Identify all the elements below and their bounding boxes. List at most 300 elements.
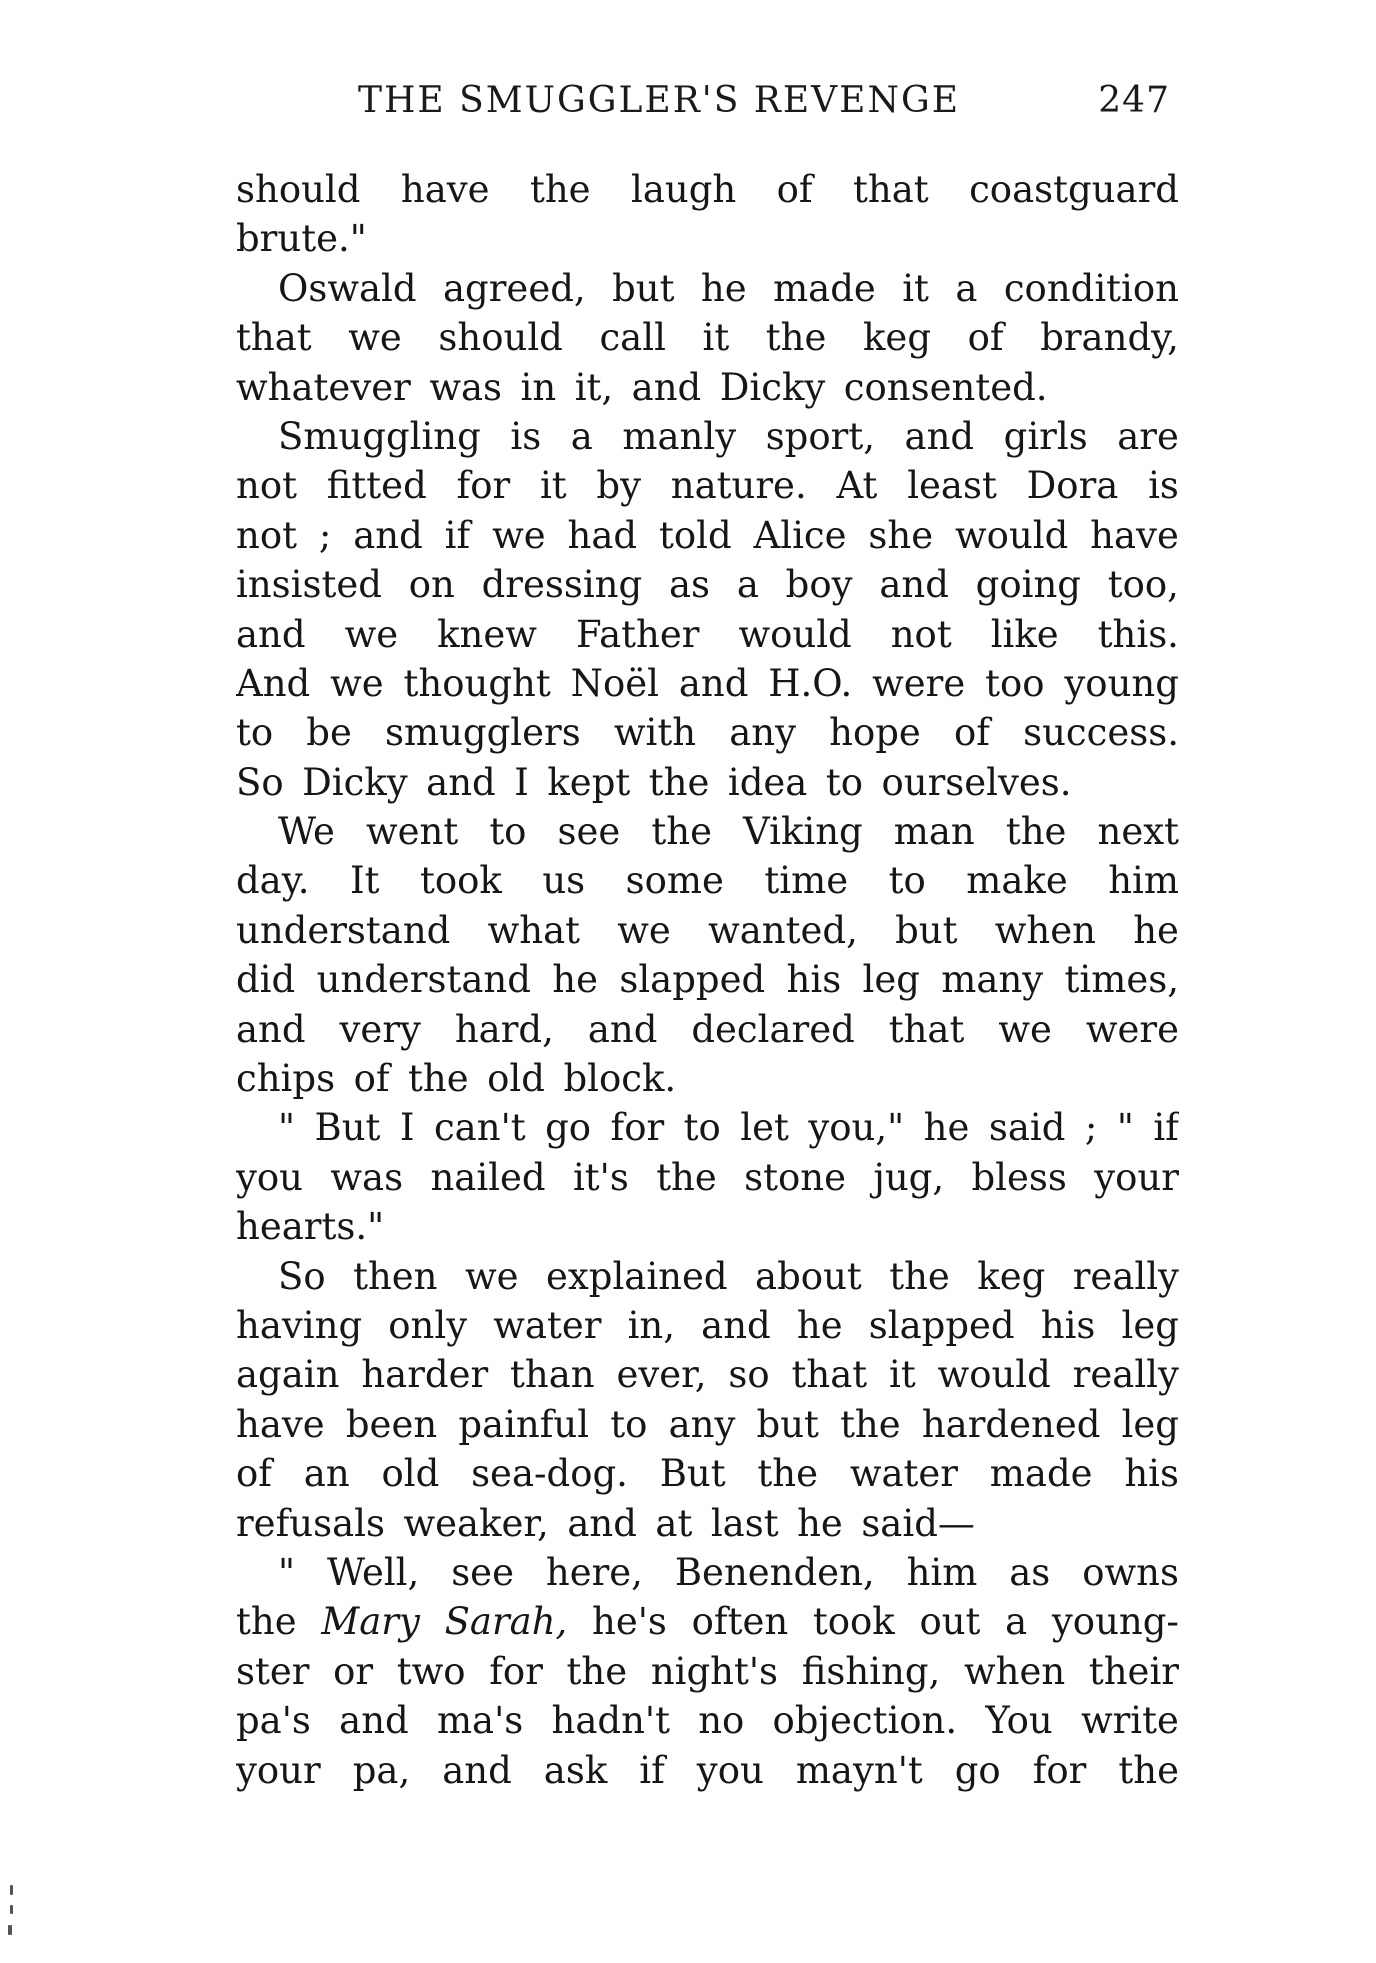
word: he <box>797 1501 843 1545</box>
word: some <box>625 859 724 903</box>
word: you <box>236 1155 304 1199</box>
word: It <box>350 859 380 903</box>
word: hardened <box>921 1402 1101 1446</box>
word: ; <box>318 513 332 557</box>
word: we <box>464 1254 519 1298</box>
word: he <box>796 1303 843 1347</box>
text-line <box>236 1350 1179 1399</box>
word: that <box>853 168 929 211</box>
word: with <box>613 711 697 755</box>
word: the <box>529 168 591 211</box>
word: to <box>489 810 527 854</box>
word: is <box>1148 464 1179 508</box>
word: were <box>872 661 966 705</box>
word: often <box>691 1600 789 1644</box>
text-line <box>236 1153 1179 1202</box>
paragraph <box>236 1103 1179 1251</box>
word: At <box>836 464 878 508</box>
word: we <box>998 1007 1052 1051</box>
word: So <box>278 1254 326 1298</box>
text-line <box>236 856 1179 905</box>
word: coastguard <box>969 168 1179 211</box>
word: time <box>764 859 849 903</box>
word: when <box>994 908 1096 952</box>
word: really <box>1072 1254 1179 1298</box>
word: would <box>738 612 852 656</box>
word: of <box>776 168 813 211</box>
word: said— <box>861 1501 975 1545</box>
word: an <box>303 1452 350 1496</box>
word: had <box>567 513 638 557</box>
word: And <box>236 661 311 705</box>
word: should <box>438 316 563 360</box>
text-line <box>236 1400 1179 1449</box>
word: have <box>1090 513 1179 557</box>
word: mayn't <box>795 1748 923 1792</box>
word: would <box>955 513 1069 557</box>
text-line <box>236 1597 1179 1646</box>
word: consented. <box>843 365 1048 409</box>
word: keg <box>977 1254 1046 1298</box>
word: next <box>1097 810 1179 854</box>
word: and <box>353 513 423 557</box>
paragraph <box>236 1548 1179 1795</box>
word: again <box>236 1353 340 1397</box>
text-line <box>236 807 1179 856</box>
text-line <box>236 1252 1179 1301</box>
word: hard, <box>454 1007 554 1051</box>
word: slapped <box>868 1303 1015 1347</box>
word: have <box>400 168 490 211</box>
word: success. <box>1023 711 1179 755</box>
text-line <box>236 165 1179 214</box>
word: and <box>567 1501 637 1545</box>
text-line <box>236 659 1179 708</box>
word: " <box>278 1550 296 1594</box>
text-line <box>236 1548 1179 1597</box>
word: we <box>617 908 671 952</box>
word: if <box>444 513 471 557</box>
word: at <box>655 1501 693 1545</box>
text-line <box>236 363 1179 412</box>
word: water <box>849 1452 958 1496</box>
word: he <box>1133 908 1179 952</box>
word: are <box>1117 414 1179 458</box>
word: " <box>278 1106 296 1150</box>
word: what <box>487 908 581 952</box>
text-line <box>236 1647 1179 1696</box>
word: hearts." <box>236 1205 385 1249</box>
text-line <box>236 1301 1179 1350</box>
word: Alice <box>753 513 847 557</box>
word: was <box>429 365 503 409</box>
word: she <box>868 513 934 557</box>
running-title: THE SMUGGLER'S REVENGE <box>358 79 960 121</box>
word: to <box>825 760 863 804</box>
word: block. <box>563 1057 677 1101</box>
word: any <box>668 1402 736 1446</box>
word: it <box>888 1353 916 1397</box>
word: Dora <box>1026 464 1119 508</box>
word: when <box>963 1649 1066 1693</box>
word: or <box>333 1649 374 1693</box>
word: harder <box>361 1353 489 1397</box>
word: water <box>493 1303 602 1347</box>
margin-speck <box>10 1885 13 1895</box>
word: the <box>408 1057 469 1101</box>
word: went <box>365 810 459 854</box>
word: a <box>1005 1600 1028 1644</box>
word: told <box>658 513 732 557</box>
word: fishing, <box>801 1649 941 1693</box>
word: of <box>236 1452 272 1496</box>
word: than <box>510 1353 595 1397</box>
word: you <box>696 1748 764 1792</box>
word: that <box>236 316 312 360</box>
word: You <box>985 1699 1053 1743</box>
word: boy <box>785 563 853 607</box>
text-line <box>236 708 1179 757</box>
word: old <box>381 1452 440 1496</box>
word: would <box>937 1353 1051 1397</box>
word: we <box>330 661 384 705</box>
word: not <box>236 464 297 508</box>
word: did <box>236 958 296 1002</box>
word: hadn't <box>551 1699 670 1743</box>
word: any <box>729 711 796 755</box>
word: Dicky <box>302 760 408 804</box>
word: made <box>989 1452 1093 1496</box>
word: to <box>888 859 926 903</box>
text-line <box>236 906 1179 955</box>
word: having <box>236 1303 363 1347</box>
word: ; <box>1084 1106 1098 1150</box>
word: understand <box>236 908 451 952</box>
text-line <box>236 1746 1179 1795</box>
word: and <box>701 1303 771 1347</box>
word: going <box>975 563 1081 607</box>
word: it's <box>572 1155 629 1199</box>
word: pa's <box>236 1699 311 1743</box>
word: last <box>710 1501 779 1545</box>
word: he <box>552 958 598 1002</box>
text-line <box>236 560 1179 609</box>
running-header <box>358 75 1170 125</box>
word: nailed <box>430 1155 546 1199</box>
word: took <box>812 1600 895 1644</box>
word: for <box>1032 1748 1087 1792</box>
text-line <box>236 955 1179 1004</box>
word: made <box>773 266 876 310</box>
word: and <box>236 1007 306 1051</box>
word: hope <box>829 711 921 755</box>
word: sport, <box>765 414 875 458</box>
word: leg <box>862 958 920 1002</box>
paragraph <box>236 264 1179 412</box>
word: condition <box>1003 266 1179 310</box>
word: see <box>557 810 621 854</box>
word: Mary <box>321 1600 420 1644</box>
word: Oswald <box>278 266 417 310</box>
word: and <box>426 760 496 804</box>
word: your <box>236 1748 321 1792</box>
word: refusals <box>236 1501 385 1545</box>
word: on <box>408 563 455 607</box>
word: weaker, <box>403 1501 549 1545</box>
word: Benenden, <box>674 1550 875 1594</box>
word: agreed, <box>443 266 586 310</box>
word: go <box>545 1106 592 1150</box>
word: the <box>656 1155 717 1199</box>
word: go <box>954 1748 1001 1792</box>
word: then <box>353 1254 438 1298</box>
word: the <box>651 810 712 854</box>
word: about <box>755 1254 862 1298</box>
word: man <box>893 810 975 854</box>
text-line <box>236 1054 1179 1103</box>
word: if <box>1153 1106 1179 1150</box>
word: of <box>353 1057 390 1101</box>
word: we <box>492 513 546 557</box>
word: but <box>756 1402 819 1446</box>
word: keg <box>863 316 932 360</box>
word: were <box>1085 1007 1179 1051</box>
word: and <box>904 414 975 458</box>
word: so <box>728 1353 770 1397</box>
margin-speck <box>10 1905 13 1914</box>
body-text <box>236 165 1179 1795</box>
word: I <box>399 1106 415 1150</box>
word: and <box>339 1699 409 1743</box>
word: see <box>451 1550 514 1594</box>
word: said <box>988 1106 1066 1150</box>
word: for <box>610 1106 665 1150</box>
word: old <box>487 1057 545 1101</box>
word: leg <box>1121 1402 1179 1446</box>
word: wanted, <box>708 908 858 952</box>
word: the <box>757 1452 819 1496</box>
word: of <box>967 316 1004 360</box>
word: we <box>344 612 399 656</box>
word: kept <box>547 760 631 804</box>
word: here, <box>545 1550 643 1594</box>
word: nature. <box>670 464 807 508</box>
word: the <box>889 1254 950 1298</box>
word: young- <box>1051 1600 1179 1644</box>
word: call <box>599 316 666 360</box>
word: ourselves. <box>881 760 1072 804</box>
word: but <box>895 908 958 952</box>
word: that <box>791 1353 868 1397</box>
word: objection. <box>772 1699 958 1743</box>
paragraph <box>236 412 1179 807</box>
word: and <box>442 1748 512 1792</box>
word: declared <box>691 1007 855 1051</box>
word: that <box>888 1007 965 1051</box>
text-line <box>236 214 1179 263</box>
word: him <box>906 1550 978 1594</box>
word: girls <box>1003 414 1088 458</box>
page-number: 247 <box>1098 79 1170 121</box>
word: slapped <box>619 958 766 1002</box>
word: and <box>879 563 949 607</box>
word: not <box>236 513 297 557</box>
word: very <box>339 1007 421 1051</box>
word: dressing <box>481 563 643 607</box>
word: ster <box>236 1649 310 1693</box>
word: a <box>736 563 759 607</box>
word: for <box>489 1649 543 1693</box>
word: least <box>907 464 997 508</box>
word: his <box>1040 1303 1096 1347</box>
word: Noël <box>570 661 659 705</box>
word: he's <box>592 1600 667 1644</box>
word: chips <box>236 1057 336 1101</box>
word: brandy, <box>1040 316 1179 360</box>
word: him <box>1108 859 1179 903</box>
word: knew <box>437 612 537 656</box>
word: their <box>1088 1649 1179 1693</box>
word: we <box>348 316 402 360</box>
word: for <box>456 464 511 508</box>
word: been <box>345 1402 438 1446</box>
word: young <box>1064 661 1179 705</box>
word: laugh <box>630 168 737 211</box>
word: ma's <box>436 1699 524 1743</box>
word: understand <box>316 958 531 1002</box>
word: his <box>1124 1452 1179 1496</box>
word: the <box>765 316 827 360</box>
word: times, <box>1064 958 1179 1002</box>
word: and <box>587 1007 658 1051</box>
word: your <box>1094 1155 1179 1199</box>
word: was <box>330 1155 404 1199</box>
word: this. <box>1097 612 1179 656</box>
word: no <box>698 1699 745 1743</box>
word: is <box>510 414 542 458</box>
word: whatever <box>236 365 411 409</box>
word: H.O. <box>768 661 853 705</box>
word: too <box>985 661 1045 705</box>
word: his <box>786 958 842 1002</box>
word: insisted <box>236 563 382 607</box>
text-line <box>236 1103 1179 1152</box>
word: should <box>236 168 361 211</box>
word: two <box>396 1649 466 1693</box>
word: took <box>419 859 502 903</box>
word: pa, <box>352 1748 411 1792</box>
word: smugglers <box>385 711 581 755</box>
word: fitted <box>326 464 427 508</box>
word: let <box>740 1106 789 1150</box>
word: have <box>236 1402 325 1446</box>
word: by <box>596 464 642 508</box>
word: us <box>542 859 586 903</box>
text-line <box>236 610 1179 659</box>
word: and <box>678 661 749 705</box>
word: the <box>840 1402 901 1446</box>
word: leg <box>1121 1303 1179 1347</box>
word: But <box>314 1106 381 1150</box>
word: to <box>236 711 274 755</box>
word: owns <box>1082 1550 1179 1594</box>
word: a <box>955 266 978 310</box>
word: ever, <box>616 1353 707 1397</box>
text-line <box>236 1499 1179 1548</box>
word: if <box>639 1748 665 1792</box>
paragraph <box>236 807 1179 1103</box>
word: it <box>702 316 730 360</box>
word: stone <box>744 1155 847 1199</box>
word: manly <box>622 414 737 458</box>
word: " <box>1116 1106 1134 1150</box>
word: night's <box>650 1649 779 1693</box>
word: the <box>236 1600 297 1644</box>
text-line <box>236 1005 1179 1054</box>
text-line <box>236 511 1179 560</box>
word: it <box>902 266 929 310</box>
word: So <box>236 760 284 804</box>
text-line <box>236 758 1179 807</box>
word: write <box>1080 1699 1179 1743</box>
word: you," <box>808 1106 905 1150</box>
word: can't <box>433 1106 526 1150</box>
text-line <box>236 1449 1179 1498</box>
word: We <box>278 810 335 854</box>
word: it <box>539 464 567 508</box>
paragraph <box>236 1252 1179 1548</box>
word: ask <box>543 1748 608 1792</box>
word: be <box>306 711 352 755</box>
text-line <box>236 264 1179 313</box>
word: he <box>923 1106 970 1150</box>
word: in, <box>627 1303 676 1347</box>
word: I <box>514 760 529 804</box>
word: the <box>648 760 710 804</box>
word: the <box>566 1649 628 1693</box>
word: he <box>700 266 747 310</box>
word: out <box>919 1600 981 1644</box>
word: idea <box>727 760 808 804</box>
word: thought <box>403 661 551 705</box>
word: too, <box>1107 563 1179 607</box>
text-line <box>236 313 1179 362</box>
word: like <box>990 612 1059 656</box>
word: and <box>236 612 306 656</box>
text-line <box>236 1696 1179 1745</box>
word: brute." <box>236 217 367 261</box>
word: to <box>610 1402 648 1446</box>
word: Viking <box>743 810 863 854</box>
word: to <box>683 1106 721 1150</box>
word: But <box>659 1452 726 1496</box>
text-line <box>236 412 1179 461</box>
word: and <box>631 365 702 409</box>
word: Sarah, <box>444 1600 568 1644</box>
word: sea-dog. <box>471 1452 628 1496</box>
word: a <box>570 414 593 458</box>
word: only <box>388 1303 468 1347</box>
word: not <box>890 612 952 656</box>
text-line <box>236 461 1179 510</box>
word: jug, <box>873 1155 945 1199</box>
word: the <box>1118 1748 1179 1792</box>
word: really <box>1072 1353 1179 1397</box>
word: day. <box>236 859 310 903</box>
word: in <box>520 365 557 409</box>
word: make <box>966 859 1068 903</box>
word: as <box>668 563 711 607</box>
